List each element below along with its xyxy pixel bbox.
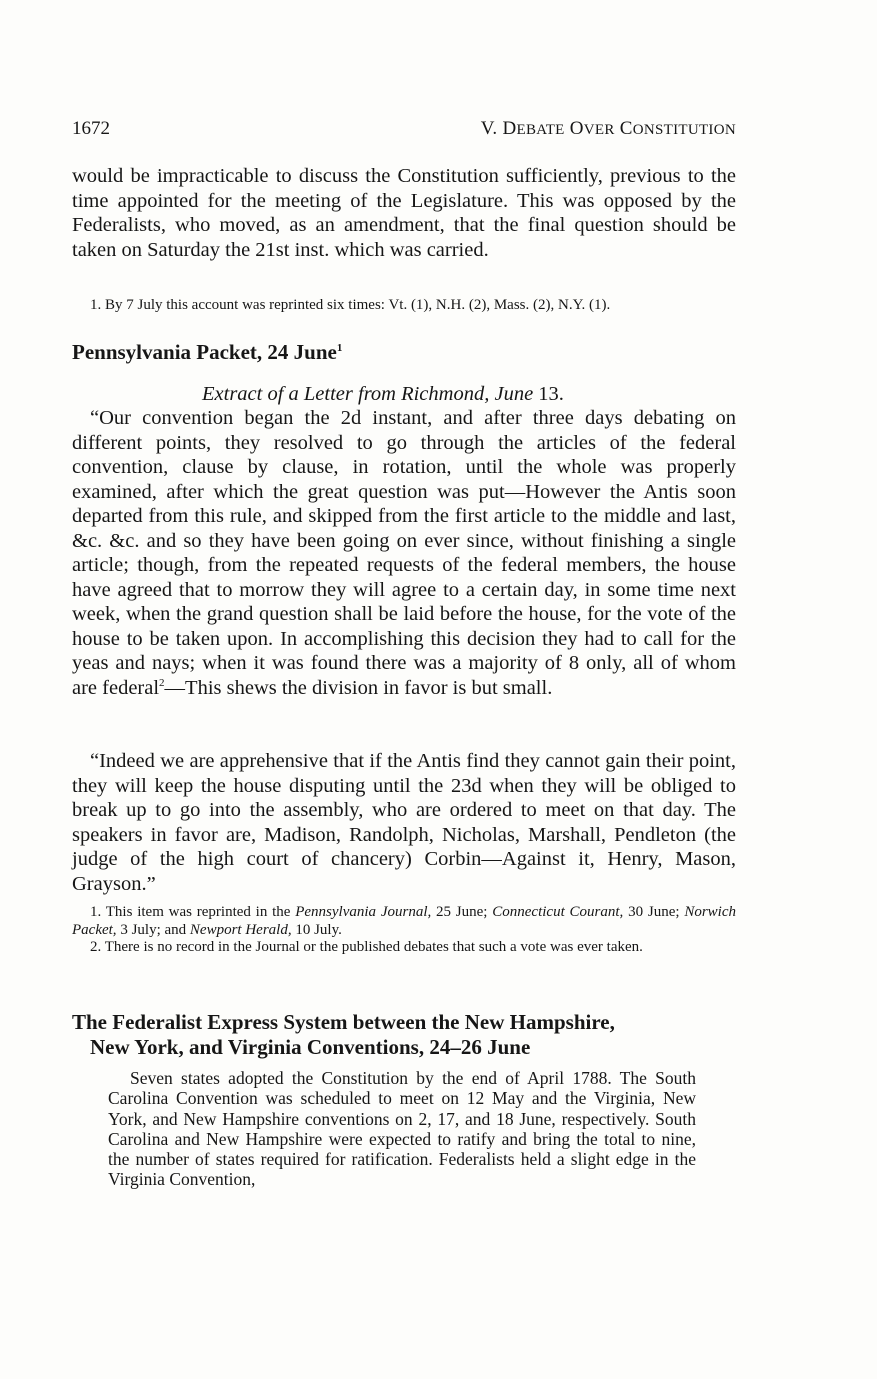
footnote-block-2 xyxy=(72,904,736,957)
section-heading: Pennsylvania Packet, 24 June$^1$ xyxy=(72,340,343,364)
footnote-2: 2. There is no record in the Journal or the published debates that such a vote was ever taken. xyxy=(90,939,643,955)
continuation-block xyxy=(72,164,736,262)
footnote-ref: 1 xyxy=(336,342,343,354)
footnote-ref: 2 xyxy=(159,676,165,689)
intro-block xyxy=(72,1068,736,1190)
editorial-intro: Seven states adopted the Constitution by the end of April 1788. The South Carolina Convention was scheduled to meet on 12 May and the Virginia, New York, and New Hampshire conventions on 2, 17, and 18 June, respectively. South Carolina and New Hampshire were expected to ratify and bring the total to nine, the number of states required for ratification. Federalists held a slight edge in the Virginia Convention, xyxy=(108,1068,696,1190)
footnote-reprints: 1. By 7 July this account was reprinted six times: Vt. (1), N.H. (2), Mass. (2), N.Y. (1). xyxy=(90,297,611,313)
running-header xyxy=(72,114,736,144)
section-pennsylvania-packet xyxy=(72,340,736,365)
letter-paragraph-2: “Indeed we are apprehensive that if the Antis find they cannot gain their point, they will keep the house disputing until the 23d when they will be obliged to break up to go into the assembly, who are ordered to meet on that day. The speakers in favor are, Madison, Randolph, Nicholas, Marshall, Pendleton (the judge of the high court of chancery) Corbin—Against it, Henry, Mason, Grayson.” xyxy=(72,750,736,895)
section-heading: The Federalist Express System between the New Hampshire, New York, and Virginia Conventions, 24–26 June xyxy=(72,1010,615,1059)
letter-dateline: Extract of a Letter from Richmond, June 13. xyxy=(202,383,564,405)
letter-body-1 xyxy=(72,406,736,700)
running-title: V. DEBATE OVER CONSTITUTION xyxy=(480,118,736,139)
letter-paragraph-1: “Our convention began the 2d instant, and after three days debating on different points, they resolved to go through the articles of the federal convention, clause by clause, in rotation, until the whole was properly examined, after which the great question was put—However the Antis soon departed from this rule, and skipped from the first article to the middle and last, &c. &c. and so they have been going on ever since, without finishing a single article; though, from the repeated requests of the federal members, the house have agreed that to morrow they will agree to a certain day, in some time next week, when the grand question shall be laid before the house, for the vote of the house to be taken upon. In accomplishing this decision they had to call for the yeas and nays; when it was found there was a majority of 8 only, all of whom are federal$^2$—This shews the division in favor is but small. xyxy=(72,407,736,699)
footnote-block-1 xyxy=(72,297,736,315)
footnote-1: 1. This item was reprinted in the Pennsylvania Journal, 25 June; Connecticut Courant, 30 June; Norwich Packet, 3 July; and Newport Herald, 10 July. xyxy=(72,904,736,938)
letter-dateline-block xyxy=(72,382,736,407)
continued-paragraph: would be impracticable to discuss the Constitution sufficiently, previous to the time appointed for the meeting of the Legislature. This was opposed by the Federalists, who moved, as an amendment, that the final question should be taken on Saturday the 21st inst. which was carried. xyxy=(72,165,736,261)
letter-body-2 xyxy=(72,749,736,896)
section-express-system xyxy=(72,1010,736,1060)
page-number: 1672 xyxy=(72,118,110,139)
